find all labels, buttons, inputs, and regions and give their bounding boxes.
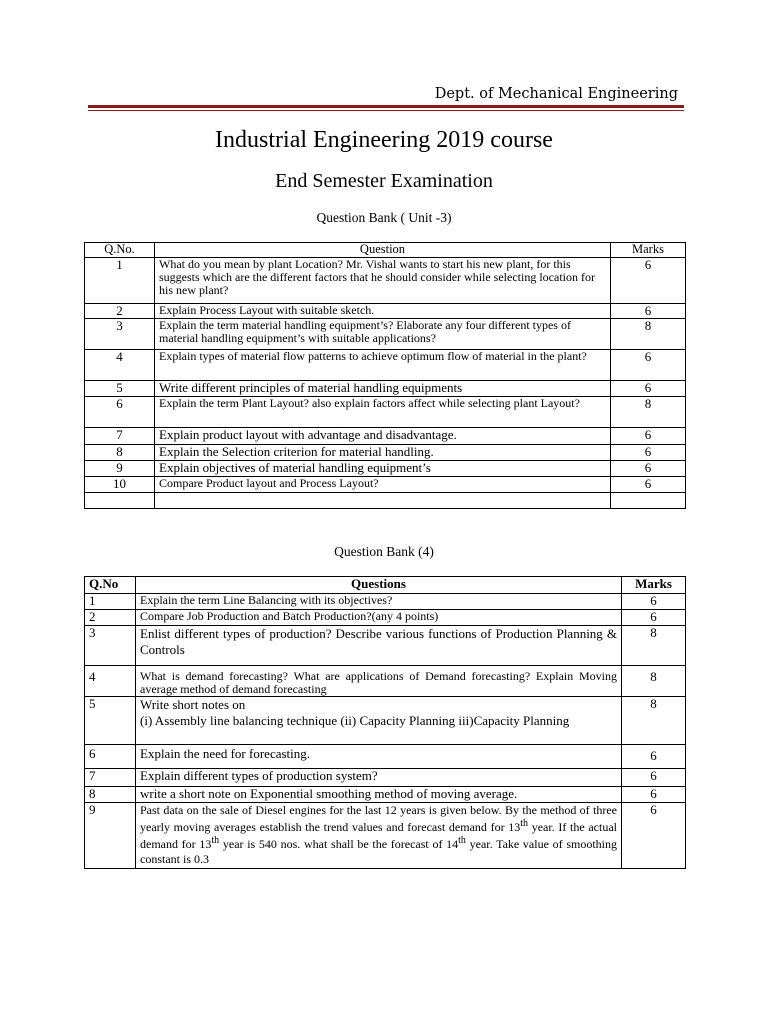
question-cell: write a short note on Exponential smoothing method of moving average.: [136, 787, 622, 803]
document-subtitle: End Semester Examination: [275, 170, 493, 192]
header-rule-thin: [88, 110, 684, 111]
table-row: [85, 769, 686, 787]
question-cell: Explain the Selection criterion for material handling.: [155, 445, 611, 461]
empty-cell: [85, 493, 155, 509]
table-row: [85, 319, 686, 350]
table-row: [85, 610, 686, 626]
superscript: th: [458, 835, 466, 847]
question-text: Past data on the sale of Diesel engines for the last 12 years is given below. By the method of three yearly moving averages establish the trend values and forecast demand for 13: [140, 803, 617, 835]
header-marks: Marks: [622, 577, 686, 594]
marks-cell: 8: [611, 319, 686, 350]
superscript: th: [520, 818, 529, 830]
table-header-row: [85, 243, 686, 258]
table-row: [85, 381, 686, 397]
empty-cell: [155, 493, 611, 509]
question-cell: Explain Process Layout with suitable sketch.: [155, 303, 611, 318]
question-text: year is 540 nos. what shall be the forecast of 14: [219, 837, 459, 852]
table-row: [85, 445, 686, 461]
question-cell: Write different principles of material handling equipments: [155, 381, 611, 397]
question-line: Write short notes on: [140, 697, 246, 713]
empty-cell: [611, 493, 686, 509]
qno-cell: 1: [85, 594, 136, 610]
qno-cell: 3: [85, 319, 155, 350]
qno-cell: 7: [85, 769, 136, 787]
marks-cell: 6: [611, 445, 686, 461]
table-row: [85, 594, 686, 610]
marks-cell: 6: [611, 428, 686, 445]
question-bank-1-title: Question Bank ( Unit -3): [316, 210, 452, 225]
table-row: [85, 745, 686, 769]
marks-cell: 6: [622, 610, 686, 626]
table-row: [85, 697, 686, 745]
header-marks: Marks: [611, 243, 686, 258]
marks-cell: 6: [622, 769, 686, 787]
question-cell: Compare Job Production and Batch Production?(any 4 points): [136, 610, 622, 626]
question-line: (i) Assembly line balancing technique (ii) Capacity Planning iii)Capacity Planning: [140, 712, 570, 728]
qno-cell: 10: [85, 477, 155, 493]
question-cell: [136, 803, 622, 869]
marks-cell: 6: [611, 303, 686, 318]
marks-cell: 6: [622, 745, 686, 769]
qno-cell: 3: [85, 626, 136, 666]
header-qno: Q.No: [85, 577, 136, 594]
qno-cell: 4: [85, 350, 155, 381]
question-cell: Explain types of material flow patterns to achieve optimum flow of material in the plant?: [155, 350, 611, 381]
marks-cell: 6: [611, 257, 686, 303]
question-cell: Explain the term Plant Layout? also explain factors affect while selecting plant Layout?: [155, 397, 611, 428]
qno-cell: 2: [85, 303, 155, 318]
table-row: [85, 803, 686, 869]
qno-cell: 2: [85, 610, 136, 626]
table-row: [85, 787, 686, 803]
question-text: year. If the actual demand for 13: [140, 820, 617, 852]
table-row: [85, 428, 686, 445]
marks-cell: 6: [611, 461, 686, 477]
question-cell: Explain objectives of material handling equipment’s: [155, 461, 611, 477]
question-cell: What is demand forecasting? What are applications of Demand forecasting? Explain Moving average method of demand forecasting: [136, 666, 622, 697]
table-row: [85, 626, 686, 666]
marks-cell: 8: [622, 666, 686, 697]
table-row: [85, 397, 686, 428]
qno-cell: 6: [85, 745, 136, 769]
question-bank-1-table: [84, 242, 686, 509]
table-row: [85, 477, 686, 493]
qno-cell: 9: [85, 803, 136, 869]
qno-cell: 8: [85, 445, 155, 461]
marks-cell: 6: [611, 350, 686, 381]
header-question: Question: [155, 243, 611, 258]
table-row: [85, 350, 686, 381]
qno-cell: 6: [85, 397, 155, 428]
table-row: [85, 257, 686, 303]
marks-cell: 8: [611, 397, 686, 428]
table-row: [85, 666, 686, 697]
table-row-empty: [85, 493, 686, 509]
superscript: th: [211, 835, 220, 847]
question-cell: Explain different types of production system?: [136, 769, 622, 787]
question-cell: Explain the term Line Balancing with its objectives?: [136, 594, 622, 610]
qno-cell: 9: [85, 461, 155, 477]
question-bank-2-title: Question Bank (4): [334, 544, 434, 559]
marks-cell: 6: [611, 381, 686, 397]
table-row: [85, 303, 686, 318]
header-qno: Q.No.: [85, 243, 155, 258]
marks-cell: 6: [611, 477, 686, 493]
qno-cell: 1: [85, 257, 155, 303]
marks-cell: 8: [622, 697, 686, 745]
question-cell: Explain the term material handling equipment’s? Elaborate any four different types of material handling equipment’s with suitable applications?: [155, 319, 611, 350]
question-cell: What do you mean by plant Location? Mr. Vishal wants to start his new plant, for this suggests which are the different factors that he should consider while selecting location for his new plant?: [155, 257, 611, 303]
question-bank-2-table: [84, 576, 686, 869]
qno-cell: 4: [85, 666, 136, 697]
question-text: year. Take value of smoothing constant is 0.3: [140, 837, 617, 867]
department-header: Dept. of Mechanical Engineering: [434, 86, 678, 102]
qno-cell: 7: [85, 428, 155, 445]
marks-cell: 6: [622, 787, 686, 803]
table-header-row: [85, 577, 686, 594]
marks-cell: 6: [622, 594, 686, 610]
question-cell: [136, 697, 622, 745]
marks-cell: 6: [622, 803, 686, 869]
qno-cell: 8: [85, 787, 136, 803]
marks-cell: 8: [622, 626, 686, 666]
qno-cell: 5: [85, 381, 155, 397]
header-rule-thick: [88, 105, 684, 108]
qno-cell: 5: [85, 697, 136, 745]
header-question: Questions: [136, 577, 622, 594]
table-row: [85, 461, 686, 477]
question-cell: Compare Product layout and Process Layout?: [155, 477, 611, 493]
question-cell: Enlist different types of production? Describe various functions of Production Planning & Controls: [136, 626, 622, 666]
question-cell: Explain product layout with advantage and disadvantage.: [155, 428, 611, 445]
question-cell: Explain the need for forecasting.: [136, 745, 622, 769]
document-title: Industrial Engineering 2019 course: [215, 127, 553, 153]
